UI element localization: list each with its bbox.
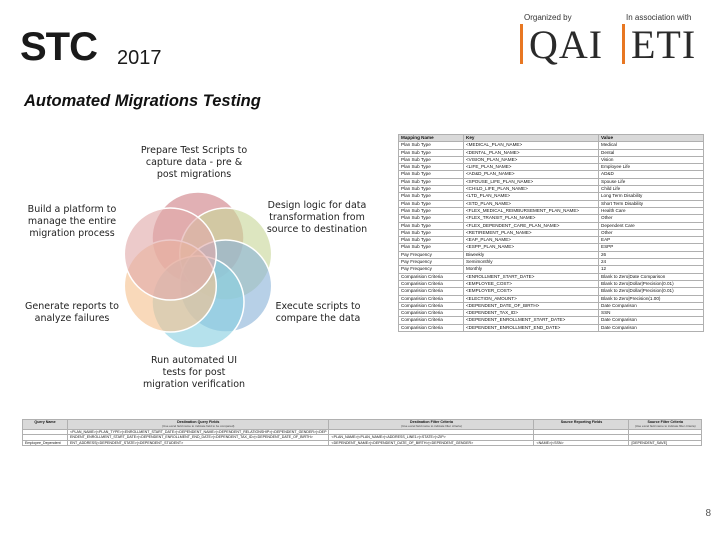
- table-cell: Plan Sub Type: [399, 164, 464, 171]
- svg-text:STC: STC: [20, 25, 97, 69]
- column-header: Source Filter Criteria (Use excel field name to indicate filter criteria): [629, 420, 702, 430]
- table-row: [399, 266, 704, 273]
- page-number: 8: [705, 508, 711, 519]
- table-cell: Plan Sub Type: [399, 215, 464, 222]
- table-row: [399, 222, 704, 229]
- table-cell: Comparision Criteria: [399, 288, 464, 295]
- label-build-platform: [20, 204, 124, 240]
- table-cell: Blank to Zero|Date Comparison: [599, 273, 704, 280]
- table-cell: 24: [599, 259, 704, 266]
- mapping-table-header-row: [399, 135, 704, 142]
- table-cell: Pay Frequency: [399, 266, 464, 273]
- label-line: source to destination: [266, 224, 368, 235]
- table-cell: <STD_PLAN_NAME>: [464, 200, 599, 207]
- table-cell: Biweekly: [464, 251, 599, 258]
- table-cell: <ELECTION_AMOUNT>: [464, 295, 599, 302]
- label-execute-scripts: [268, 301, 368, 325]
- table-cell: <LIFE_PLAN_NAME>: [464, 164, 599, 171]
- table-cell: [DEPENDENT_SAVE]: [629, 440, 702, 445]
- column-header: Destination Query Fields (Use excel field name to indicate field to be compared): [68, 420, 329, 430]
- table-row: [399, 186, 704, 193]
- table-cell: Comparision Criteria: [399, 302, 464, 309]
- table-cell: Plan Sub Type: [399, 200, 464, 207]
- table-cell: Other: [599, 215, 704, 222]
- table-cell: <DEPENDENT_ENROLLMENT_END_DATE>: [464, 324, 599, 331]
- table-cell: Child Life: [599, 186, 704, 193]
- table-cell: <EMPLOYER_COST>: [464, 288, 599, 295]
- label-line: Execute scripts to: [275, 301, 361, 312]
- table-cell: Plan Sub Type: [399, 207, 464, 214]
- flower-petal: [124, 208, 216, 300]
- table-cell: Employee Life: [599, 164, 704, 171]
- label-line: analyze failures: [34, 313, 110, 324]
- table-cell: Vision: [599, 156, 704, 163]
- table-cell: <DEPENDENT_DATE_OF_BIRTH>: [464, 302, 599, 309]
- logo-accent-bar: [622, 24, 625, 64]
- label-line: Build a platform to: [27, 204, 117, 215]
- table-row: [399, 310, 704, 317]
- table-cell: <EMPLOYEE_COST>: [464, 280, 599, 287]
- table-cell: Comparision Criteria: [399, 280, 464, 287]
- table-cell: Plan Sub Type: [399, 156, 464, 163]
- table-row: [399, 207, 704, 214]
- table-cell: Comparision Criteria: [399, 295, 464, 302]
- label-line: transformation from: [269, 212, 365, 223]
- qai-logo: [520, 22, 603, 66]
- table-cell: 12: [599, 266, 704, 273]
- table-cell: <FLEX_MEDICAL_REIMBURSEMENT_PLAN_NAME>: [464, 207, 599, 214]
- table-cell: Dependent Care: [599, 222, 704, 229]
- table-cell: <FLEX_TRANSIT_PLAN_NAME>: [464, 215, 599, 222]
- query-table: [22, 419, 702, 446]
- table-cell: Health Care: [599, 207, 704, 214]
- table-row: [399, 142, 704, 149]
- table-cell: <ESPP_PLAN_NAME>: [464, 244, 599, 251]
- table-row: [399, 244, 704, 251]
- slide-title: Automated Migrations Testing: [24, 92, 261, 110]
- table-cell: <DENTAL_PLAN_NAME>: [464, 149, 599, 156]
- table-cell: ENT_ADDRESS|<DEPENDENT_STATE>|<DEPENDENT_STUDENT>: [68, 440, 329, 445]
- table-row: [399, 178, 704, 185]
- table-row: [399, 251, 704, 258]
- logo-accent-bar: [520, 24, 523, 64]
- table-cell: Plan Sub Type: [399, 142, 464, 149]
- table-cell: <EAP_PLAN_NAME>: [464, 237, 599, 244]
- table-cell: Spouse Life: [599, 178, 704, 185]
- stc-2017-logo: [20, 22, 175, 70]
- column-header: Query Name: [23, 420, 68, 430]
- table-row: [399, 164, 704, 171]
- column-header: Source Reporting Fields: [534, 420, 629, 430]
- table-cell: Pay Frequency: [399, 251, 464, 258]
- table-cell: <NAME>|<SSN>: [534, 440, 629, 445]
- table-cell: AD&D: [599, 171, 704, 178]
- table-row: [399, 288, 704, 295]
- table-cell: Employee_Dependent: [23, 440, 68, 445]
- table-cell: <VISION_PLAN_NAME>: [464, 156, 599, 163]
- table-cell: Other: [599, 229, 704, 236]
- table-cell: Date Comparison: [599, 324, 704, 331]
- table-cell: EAP: [599, 237, 704, 244]
- label-generate-reports: [20, 301, 124, 325]
- in-association-label: In association with: [626, 13, 692, 22]
- table-cell: Date Comparison: [599, 302, 704, 309]
- label-line: migration verification: [142, 379, 246, 390]
- table-cell: <RETIREMENT_PLAN_NAME>: [464, 229, 599, 236]
- table-cell: Semimonthly: [464, 259, 599, 266]
- table-cell: Plan Sub Type: [399, 186, 464, 193]
- table-cell: Monthly: [464, 266, 599, 273]
- table-cell: <SPOUSE_LIFE_PLAN_NAME>: [464, 178, 599, 185]
- table-cell: Plan Sub Type: [399, 171, 464, 178]
- label-line: Generate reports to: [25, 301, 119, 312]
- column-header: Mapping Name: [399, 135, 464, 142]
- table-row: [399, 156, 704, 163]
- column-header: Destination Filter Criteria (Use excel field name to indicate filter criteria): [329, 420, 534, 430]
- mapping-table: [398, 134, 704, 332]
- table-cell: <AD&D_PLAN_NAME>: [464, 171, 599, 178]
- table-row: [399, 295, 704, 302]
- organized-by-label: Organized by: [524, 13, 572, 22]
- table-cell: <CHILD_LIFE_PLAN_NAME>: [464, 186, 599, 193]
- table-cell: <PLAN_NAME>|<PLAN_TYPE>|<ENROLLMENT_START_DATE>|<DEPENDENT_NAME>|<DEPENDENT_RELATIONSHIP>|<DEPENDENT_GENDER>|<DEP: [68, 429, 329, 434]
- table-row: [399, 324, 704, 331]
- table-row: [399, 237, 704, 244]
- label-line: manage the entire: [27, 216, 117, 227]
- label-line: post migrations: [156, 169, 232, 180]
- eti-logo-text: ETI: [631, 21, 697, 67]
- column-header: Key: [464, 135, 599, 142]
- table-cell: Comparision Criteria: [399, 273, 464, 280]
- table-cell: SSN: [599, 310, 704, 317]
- table-cell: <LTD_PLAN_NAME>: [464, 193, 599, 200]
- label-line: Run automated UI: [150, 355, 238, 366]
- table-cell: <FLEX_DEPENDENT_CARE_PLAN_NAME>: [464, 222, 599, 229]
- table-cell: Comparision Criteria: [399, 310, 464, 317]
- table-cell: Plan Sub Type: [399, 178, 464, 185]
- label-line: Prepare Test Scripts to: [140, 145, 248, 156]
- table-row: [399, 280, 704, 287]
- label-line: migration process: [29, 228, 115, 239]
- table-cell: Date Comparison: [599, 317, 704, 324]
- table-cell: Plan Sub Type: [399, 222, 464, 229]
- table-row: [399, 149, 704, 156]
- table-cell: Dental: [599, 149, 704, 156]
- table-cell: Plan Sub Type: [399, 229, 464, 236]
- svg-text:2017: 2017: [117, 47, 162, 69]
- label-line: compare the data: [275, 313, 361, 324]
- table-row: [23, 440, 702, 445]
- table-cell: Plan Sub Type: [399, 149, 464, 156]
- table-cell: Plan Sub Type: [399, 193, 464, 200]
- column-header: Value: [599, 135, 704, 142]
- table-row: [399, 171, 704, 178]
- label-run-ui-tests: [139, 355, 249, 391]
- table-cell: ESPP: [599, 244, 704, 251]
- table-row: [399, 193, 704, 200]
- table-cell: <DEPENDENT_NAME>|<DEPENDENT_DATE_OF_BIRTH>|<DEPENDENT_GENDER>: [329, 440, 534, 445]
- table-row: [399, 259, 704, 266]
- qai-logo-text: QAI: [529, 21, 604, 67]
- table-cell: <ENROLLMENT_START_DATE>: [464, 273, 599, 280]
- table-row: [399, 273, 704, 280]
- table-cell: <DEPENDENT_ENROLLMENT_START_DATE>: [464, 317, 599, 324]
- table-cell: Plan Sub Type: [399, 237, 464, 244]
- table-cell: Comparision Criteria: [399, 317, 464, 324]
- table-cell: <MEDICAL_PLAN_NAME>: [464, 142, 599, 149]
- table-row: [399, 302, 704, 309]
- table-cell: Medical: [599, 142, 704, 149]
- query-table-header-row: [23, 420, 702, 430]
- table-row: [399, 317, 704, 324]
- label-line: tests for post: [162, 367, 226, 378]
- table-row: [399, 215, 704, 222]
- table-cell: ENDENT_ENROLLMENT_START_DATE>|<DEPENDENT_ENROLLMENT_END_DATE>|<DEPENDENT_TAX_ID>|<DEPENDENT_DATE_OF_BIRTH>: [68, 435, 329, 440]
- table-cell: <DEPENDENT_TAX_ID>: [464, 310, 599, 317]
- table-cell: Pay Frequency: [399, 259, 464, 266]
- table-cell: Comparision Criteria: [399, 324, 464, 331]
- table-row: [399, 200, 704, 207]
- label-prepare-test-scripts: [134, 145, 254, 181]
- label-design-logic: [262, 200, 372, 236]
- eti-logo: [622, 22, 696, 66]
- table-cell: Blank to Zero|Precision(1.00): [599, 295, 704, 302]
- table-cell: 26: [599, 251, 704, 258]
- table-cell: <PLAN_NAME>|<PLAN_NAME>|<ADDRESS_LINE1>|<STATE>|<ZIP>: [329, 435, 534, 440]
- label-line: Design logic for data: [267, 200, 367, 211]
- table-cell: Blank to Zero|Dollar|Precision(0.01): [599, 288, 704, 295]
- table-cell: Long Term Disability: [599, 193, 704, 200]
- process-flower-diagram: [118, 190, 278, 350]
- table-cell: Plan Sub Type: [399, 244, 464, 251]
- table-row: [399, 229, 704, 236]
- table-cell: Short Term Disability: [599, 200, 704, 207]
- table-cell: Blank to Zero|Dollar|Precision(0.01): [599, 280, 704, 287]
- label-line: capture data - pre &: [145, 157, 243, 168]
